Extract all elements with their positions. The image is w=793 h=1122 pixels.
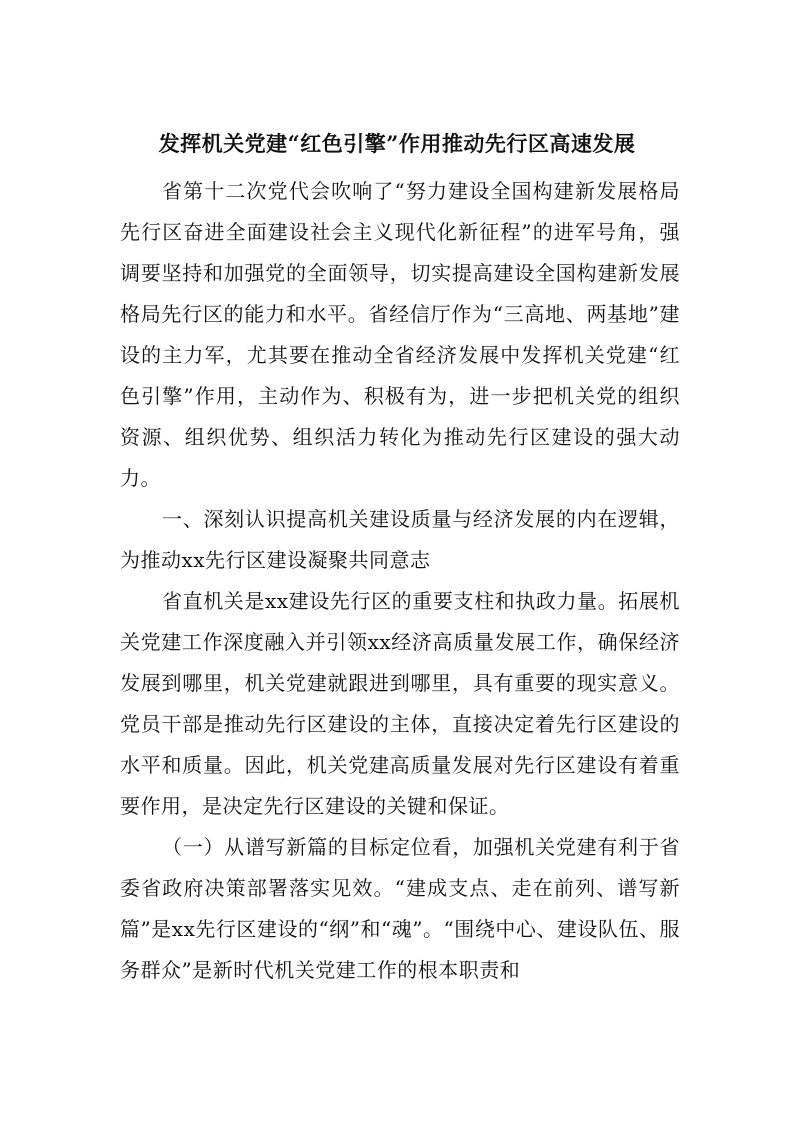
paragraph-subsection-1: （一）从谱写新篇的目标定位看，加强机关党建有利于省委省政府决策部署落实见效。“建成支点、走在前列、谱写新篇”是xx先行区建设的“纲”和“魂”。“围绕中心、建设队伍、服务群众”是新时代机关党建工作的根本职责和: [120, 835, 680, 982]
paragraph-section-heading-1: 一、深刻认识提高机关建设质量与经济发展的内在逻辑，为推动xx先行区建设凝聚共同意志: [120, 507, 680, 572]
paragraph-intro: 省第十二次党代会吹响了“努力建设全国构建新发展格局先行区奋进全面建设社会主义现代化新征程”的进军号角，强调要坚持和加强党的全面领导，切实提高建设全国构建新发展格局先行区的能力和水平。省经信厅作为“三高地、两基地”建设的主力军，尤其要在推动全省经济发展中发挥机关党建“红色引擎”作用，主动作为、积极有为，进一步把机关党的组织资源、组织优势、组织活力转化为推动先行区建设的强大动力。: [120, 179, 680, 490]
paragraph-section-body-1: 省直机关是xx建设先行区的重要支柱和执政力量。拓展机关党建工作深度融入并引领xx经济高质量发展工作，确保经济发展到哪里，机关党建就跟进到哪里，具有重要的现实意义。党员干部是推动先行区建设的主体，直接决定着先行区建设的水平和质量。因此，机关党建高质量发展对先行区建设有着重要作用，是决定先行区建设的关键和保证。: [120, 589, 680, 818]
document-body: [120, 171, 680, 991]
document-title: 发挥机关党建“红色引擎”作用推动先行区高速发展: [158, 131, 636, 156]
